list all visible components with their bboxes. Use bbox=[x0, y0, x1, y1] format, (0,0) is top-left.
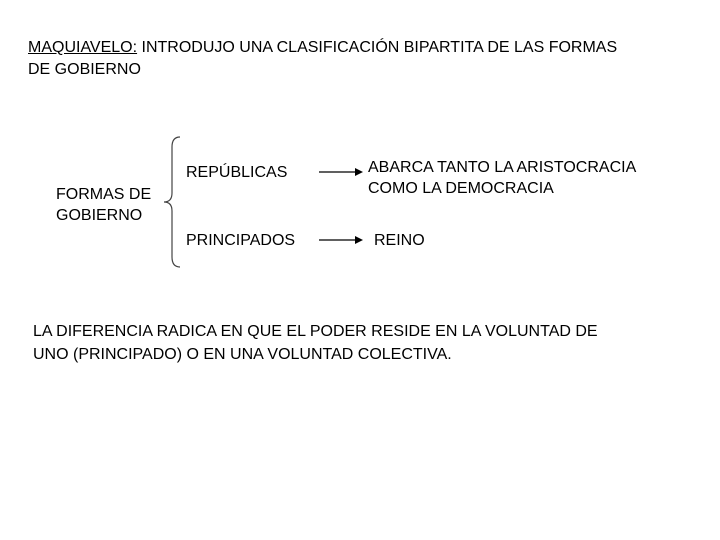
branch-detail-republicas-line-2: COMO LA DEMOCRACIA bbox=[368, 180, 554, 197]
branch-label-principados: PRINCIPADOS bbox=[186, 232, 296, 249]
branch-detail-principados: REINO bbox=[374, 232, 425, 249]
root-label-line-1: FORMAS DE bbox=[56, 186, 152, 203]
root-label-line-2: GOBIERNO bbox=[56, 207, 143, 224]
author-name: MAQUIAVELO: bbox=[28, 39, 138, 56]
branch-label-republicas: REPÚBLICAS bbox=[186, 164, 288, 181]
curly-brace bbox=[160, 135, 182, 269]
arrow-icon bbox=[318, 233, 364, 247]
title-line-2: DE GOBIERNO bbox=[28, 61, 141, 78]
conclusion-line-2: UNO (PRINCIPADO) O EN UNA VOLUNTAD COLECTIVA. bbox=[33, 346, 452, 363]
page-title bbox=[28, 37, 617, 58]
branch-detail-republicas-line-1: ABARCA TANTO LA ARISTOCRACIA bbox=[368, 159, 637, 176]
arrow-icon bbox=[318, 165, 364, 179]
title-text: INTRODUJO UNA CLASIFICACIÓN BIPARTITA DE LAS FORMAS bbox=[137, 39, 618, 56]
conclusion-line-1: LA DIFERENCIA RADICA EN QUE EL PODER RESIDE EN LA VOLUNTAD DE bbox=[33, 323, 598, 340]
